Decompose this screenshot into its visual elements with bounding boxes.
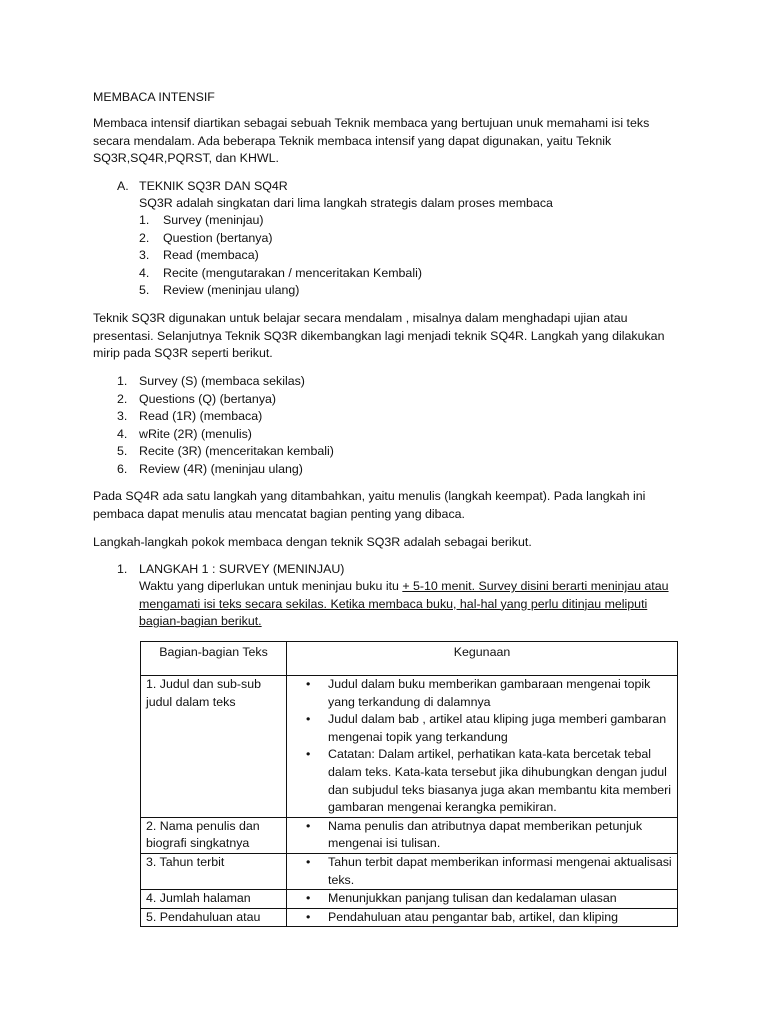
list-item-text: Review (4R) (meninjau ulang) [139,461,303,476]
table-row [141,908,678,927]
list-item-number: 2. [139,230,150,245]
bullet-icon: • [306,747,311,762]
sq3r-list [139,212,422,300]
table-cell-part: 2. Nama penulis dan biografi singkatnya [141,817,287,853]
list-item [117,426,334,444]
list-item-text: Nama penulis dan atributnya dapat memberikan petunjuk mengenai isi tulisan. [328,818,643,851]
list-item [292,854,672,889]
document-heading: MEMBACA INTENSIF [93,90,215,104]
list-item-number: 5. [139,283,150,298]
sq3r-paragraph: Teknik SQ3R digunakan untuk belajar secara mendalam , misalnya dalam menghadapi ujian atau presentasi. Selanjutnya Teknik SQ3R dikembangkan lagi menjadi teknik SQ4R. Langkah yang dilakukan mirip pada SQ3R seperti berikut. [93,311,665,361]
table-header-row [141,642,678,676]
list-item [139,230,422,248]
list-item-text: Menunjukkan panjang tulisan dan kedalaman ulasan [328,891,617,906]
bullet-icon: • [306,891,311,906]
table-row [141,676,678,818]
list-item [139,247,422,265]
list-item-text: Tahun terbit dapat memberikan informasi mengenai aktualisasi teks. [328,854,672,887]
table-cell-uses [287,817,678,853]
list-item-number: 3. [117,409,128,424]
list-item [292,676,672,711]
step-1-number: 1. [117,562,128,576]
steps-intro-paragraph: Langkah-langkah pokok membaca dengan teknik SQ3R adalah sebagai berikut. [93,535,532,549]
list-item-number: 1. [117,374,128,388]
list-item [117,408,334,426]
intro-paragraph: Membaca intensif diartikan sebagai sebuah Teknik membaca yang bertujuan unuk memahami isi teks secara mendalam. Ada beberapa Teknik membaca intensif yang dapat digunakan, yaitu Teknik SQ3R,SQ4R,PQRST, dan KHWL. [93,116,650,166]
list-item [292,711,672,746]
list-item-text: Pendahuluan atau pengantar bab, artikel, dan kliping [328,909,619,924]
list-item-text: Survey (S) (membaca sekilas) [139,374,305,388]
table-row [141,890,678,909]
table-cell-part: 4. Jumlah halaman [141,890,287,909]
list-item [292,818,672,853]
survey-parts-table [140,641,678,927]
list-item-text: wRite (2R) (menulis) [139,426,252,441]
list-item [139,212,422,230]
table-header-parts: Bagian-bagian Teks [141,642,287,676]
bullet-icon: • [306,818,311,833]
list-item [117,373,334,391]
bullet-icon: • [306,677,311,691]
list-item [292,890,672,908]
table-cell-uses [287,890,678,909]
list-item [117,443,334,461]
list-item-text: Read (membaca) [163,248,259,263]
bullet-icon: • [306,909,311,924]
step-1-description-plain: Waktu yang diperlukan untuk meninjau buku itu [139,579,403,593]
step-1-description [139,578,679,631]
section-a-title-text: TEKNIK SQ3R DAN SQ4R [139,179,288,193]
uses-list [292,818,672,853]
step-1-title-text: LANGKAH 1 : SURVEY (MENINJAU) [139,562,345,576]
bullet-icon: • [306,854,311,869]
list-item [139,265,422,283]
section-a-description: SQ3R adalah singkatan dari lima langkah strategis dalam proses membaca [139,196,553,210]
list-item-number: 6. [117,461,128,476]
list-item-text: Catatan: Dalam artikel, perhatikan kata-kata bercetak tebal dalam teks. Kata-kata tersebut jika dihubungkan dengan judul dan subjudul teks biasanya juga akan membantu kita memberi gambaran mengenai kerangka pemikiran. [328,747,672,815]
section-a-label: A. [117,179,129,193]
uses-list [292,854,672,889]
list-item [292,909,672,927]
table-header-uses: Kegunaan [287,642,678,676]
list-item [117,461,334,479]
table-row [141,817,678,853]
list-item-text: Judul dalam bab , artikel atau kliping juga memberi gambaran mengenai topik yang terkandung [328,712,667,744]
list-item-text: Survey (meninjau) [163,213,264,227]
list-item-text: Recite (mengutarakan / menceritakan Kembali) [163,265,422,280]
bullet-icon: • [306,712,311,727]
list-item-number: 5. [117,444,128,459]
list-item-number: 1. [139,213,150,227]
table-cell-part: 3. Tahun terbit [141,853,287,889]
list-item-number: 3. [139,248,150,263]
list-item-text: Question (bertanya) [163,230,273,245]
table-row [141,853,678,889]
list-item-text: Judul dalam buku memberikan gambaraan mengenai topik yang terkandung di dalamnya [328,677,651,709]
sq4r-list [117,373,334,479]
uses-list [292,890,672,908]
table-cell-part: 1. Judul dan sub-sub judul dalam teks [141,676,287,818]
list-item [117,391,334,409]
list-item-number: 4. [139,265,150,280]
list-item-text: Read (1R) (membaca) [139,409,263,424]
list-item-text: Review (meninjau ulang) [163,283,300,298]
list-item-text: Questions (Q) (bertanya) [139,391,277,406]
sq4r-paragraph: Pada SQ4R ada satu langkah yang ditambahkan, yaitu menulis (langkah keempat). Pada langkah ini pembaca dapat menulis atau mencatat bagian penting yang dibaca. [93,489,646,521]
list-item [139,282,422,300]
step-1-title [117,561,707,579]
table-cell-uses [287,853,678,889]
uses-list [292,909,672,927]
list-item [292,746,672,816]
list-item-number: 4. [117,426,128,441]
step-1-description-underlined: + 5-10 menit. Survey disini berarti meninjau atau mengamati isi teks secara sekilas. Ketika membaca buku, hal-hal yang perlu ditinjau meliputi bagian-bagian berikut. [139,579,669,629]
section-a-title [117,178,707,196]
table-cell-uses [287,676,678,818]
list-item-number: 2. [117,391,128,406]
table-cell-uses [287,908,678,927]
table-cell-part: 5. Pendahuluan atau [141,908,287,927]
uses-list [292,676,672,817]
list-item-text: Recite (3R) (menceritakan kembali) [139,444,334,459]
